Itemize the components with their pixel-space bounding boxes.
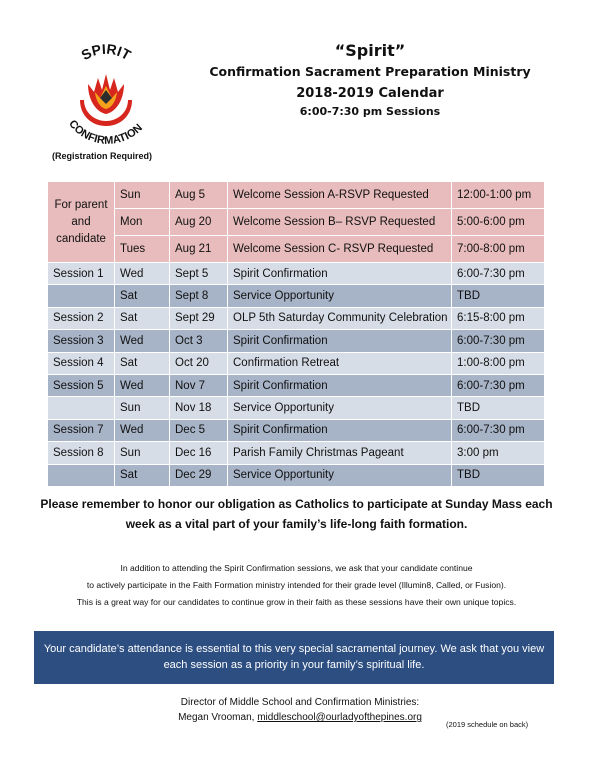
director-name-line: [140, 710, 460, 725]
schedule-table: [47, 181, 545, 487]
schedule-row: [48, 330, 545, 352]
session-cell: Session 7: [48, 419, 115, 441]
date-cell: Dec 5: [170, 419, 228, 441]
paragraph-line-1: In addition to attending the Spirit Confirmation sessions, we ask that your candidate continue: [120, 563, 473, 573]
schedule-row: [48, 464, 545, 486]
page-title: “Spirit”: [334, 41, 406, 60]
session-cell: Session 8: [48, 442, 115, 464]
paragraph-line-2: to actively participate in the Faith Formation ministry intended for their grade level (Illumin8, Called, or Fusion).: [86, 580, 507, 590]
registration-note: (Registration Required): [52, 151, 153, 161]
day-cell: Sat: [115, 464, 170, 486]
attendance-banner: [34, 631, 554, 684]
schedule-row: [48, 374, 545, 396]
event-cell: Welcome Session A-RSVP Requested: [228, 182, 452, 209]
day-cell: Wed: [115, 263, 170, 285]
banner-line-1: Your candidate’s attendance is essential to this very special sacramental journey. We ask that you view: [43, 643, 545, 655]
schedule-row: [48, 285, 545, 307]
logo-top-text: SPIRIT: [78, 40, 134, 64]
schedule-row: [48, 307, 545, 329]
date-cell: Sept 8: [170, 285, 228, 307]
director-name: Megan Vrooman,: [178, 712, 255, 723]
event-cell: Spirit Confirmation: [228, 263, 452, 285]
date-cell: Dec 29: [170, 464, 228, 486]
date-cell: Oct 3: [170, 330, 228, 352]
day-cell: Mon: [115, 209, 170, 236]
banner-line-2: each session as a priority in your family’s spiritual life.: [163, 659, 425, 671]
day-cell: Sat: [115, 285, 170, 307]
time-cell: 12:00-1:00 pm: [452, 182, 545, 209]
session-cell: [48, 464, 115, 486]
day-cell: Sun: [115, 442, 170, 464]
time-cell: 7:00-8:00 pm: [452, 236, 545, 263]
schedule-row: [48, 236, 545, 263]
time-cell: TBD: [452, 397, 545, 419]
date-cell: Aug 20: [170, 209, 228, 236]
director-email-link[interactable]: middleschool@ourladyofthepines.org: [257, 712, 422, 723]
notice-line-1: Please remember to honor our obligation as Catholics to participate at Sunday Mass each: [40, 497, 553, 511]
session-cell: Session 4: [48, 352, 115, 374]
schedule-row: [48, 397, 545, 419]
session-cell: Session 2: [48, 307, 115, 329]
day-cell: Sun: [115, 397, 170, 419]
date-cell: Oct 20: [170, 352, 228, 374]
schedule-table-body: [48, 182, 545, 487]
event-cell: Spirit Confirmation: [228, 419, 452, 441]
day-cell: Sat: [115, 352, 170, 374]
day-cell: Wed: [115, 374, 170, 396]
schedule-row: [48, 419, 545, 441]
event-cell: Welcome Session B– RSVP Requested: [228, 209, 452, 236]
time-cell: 6:00-7:30 pm: [452, 330, 545, 352]
schedule-row: [48, 352, 545, 374]
date-cell: Dec 16: [170, 442, 228, 464]
event-cell: Service Opportunity: [228, 464, 452, 486]
time-cell: TBD: [452, 464, 545, 486]
schedule-row: [48, 209, 545, 236]
time-cell: 6:00-7:30 pm: [452, 419, 545, 441]
director-title: Director of Middle School and Confirmation Ministries:: [180, 697, 420, 708]
time-cell: 6:15-8:00 pm: [452, 307, 545, 329]
date-cell: Sept 5: [170, 263, 228, 285]
schedule-on-back-note: (2019 schedule on back): [446, 720, 529, 729]
schedule-row: [48, 263, 545, 285]
mass-obligation-notice: [40, 494, 553, 534]
date-cell: Aug 5: [170, 182, 228, 209]
faith-formation-paragraph: [20, 560, 573, 611]
paragraph-line-3: This is a great way for our candidates to continue grow in their faith as these sessions have their own unique topics.: [76, 597, 517, 607]
date-cell: Aug 21: [170, 236, 228, 263]
event-cell: OLP 5th Saturday Community Celebration: [228, 307, 452, 329]
date-cell: Nov 18: [170, 397, 228, 419]
director-contact: [140, 695, 460, 725]
time-cell: 5:00-6:00 pm: [452, 209, 545, 236]
schedule-row: [48, 182, 545, 209]
session-cell: Session 5: [48, 374, 115, 396]
day-cell: Tues: [115, 236, 170, 263]
event-cell: Parish Family Christmas Pageant: [228, 442, 452, 464]
event-cell: Confirmation Retreat: [228, 352, 452, 374]
time-cell: 6:00-7:30 pm: [452, 374, 545, 396]
ministry-subtitle: Confirmation Sacrament Preparation Ministry: [209, 64, 531, 79]
day-cell: Wed: [115, 330, 170, 352]
date-cell: Sept 29: [170, 307, 228, 329]
time-cell: 3:00 pm: [452, 442, 545, 464]
session-cell: Session 1: [48, 263, 115, 285]
spirit-confirmation-dove-flame-logo-icon: [50, 38, 162, 150]
event-cell: Welcome Session C- RSVP Requested: [228, 236, 452, 263]
logo-bottom-text: CONFIRMATION: [66, 117, 145, 147]
event-cell: Service Opportunity: [228, 397, 452, 419]
day-cell: Sun: [115, 182, 170, 209]
parent-candidate-group-label: For parent and candidate: [48, 182, 115, 263]
time-cell: 6:00-7:30 pm: [452, 263, 545, 285]
schedule-row: [48, 442, 545, 464]
sessions-time-heading: 6:00-7:30 pm Sessions: [299, 105, 441, 118]
session-cell: [48, 397, 115, 419]
day-cell: Wed: [115, 419, 170, 441]
day-cell: Sat: [115, 307, 170, 329]
time-cell: 1:00-8:00 pm: [452, 352, 545, 374]
event-cell: Spirit Confirmation: [228, 330, 452, 352]
calendar-year-heading: 2018-2019 Calendar: [296, 86, 444, 101]
time-cell: TBD: [452, 285, 545, 307]
notice-line-2: week as a vital part of your family’s life-long faith formation.: [125, 517, 468, 531]
session-cell: [48, 285, 115, 307]
date-cell: Nov 7: [170, 374, 228, 396]
event-cell: Service Opportunity: [228, 285, 452, 307]
spirit-confirmation-logo: [50, 38, 162, 150]
event-cell: Spirit Confirmation: [228, 374, 452, 396]
session-cell: Session 3: [48, 330, 115, 352]
